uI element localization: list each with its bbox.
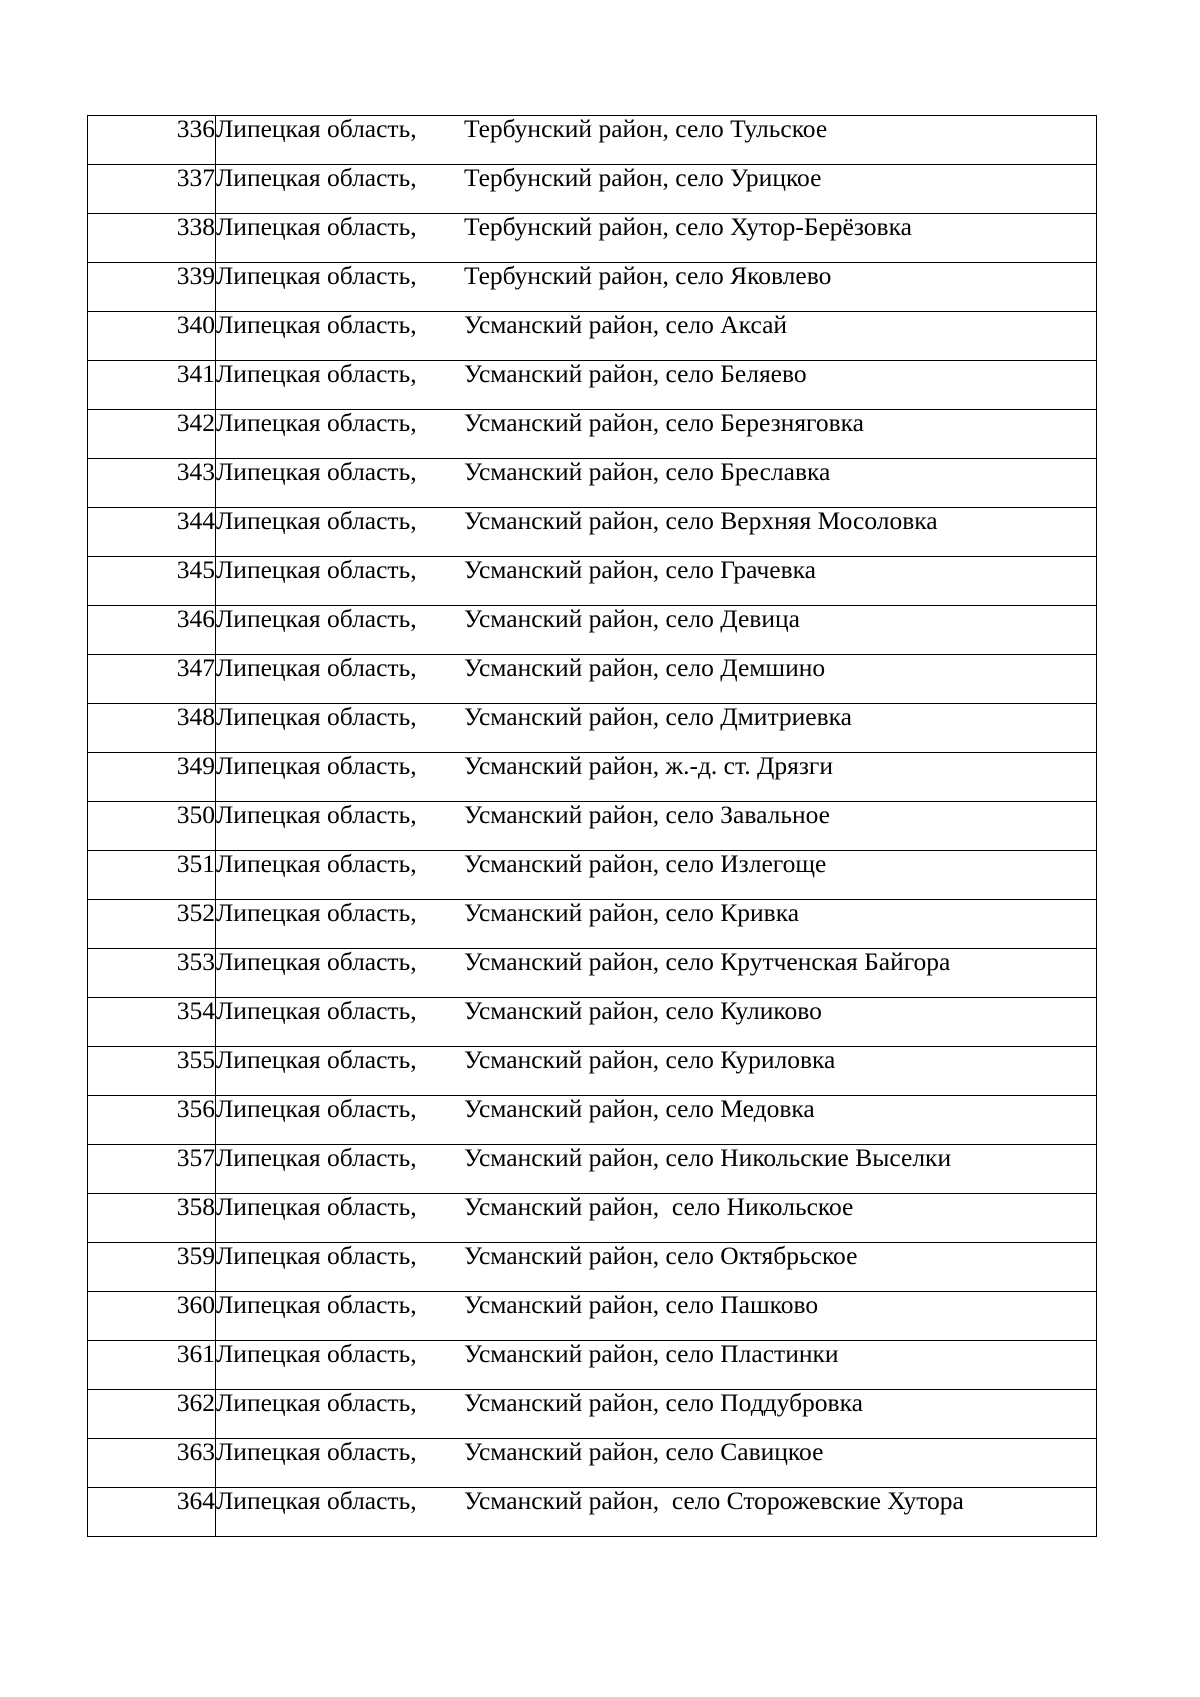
- row-number: 340: [88, 312, 216, 361]
- table-row: [88, 312, 1097, 361]
- row-number: 342: [88, 410, 216, 459]
- row-number: 364: [88, 1488, 216, 1537]
- region-text: Липецкая область,: [216, 996, 417, 1025]
- region-text: Липецкая область,: [216, 1241, 417, 1270]
- row-number: 363: [88, 1439, 216, 1488]
- address-cell: [216, 1096, 1097, 1145]
- address-cell: [216, 214, 1097, 263]
- address-cell: [216, 1488, 1097, 1537]
- address-cell: [216, 1194, 1097, 1243]
- region-text: Липецкая область,: [216, 1192, 417, 1221]
- row-number: 341: [88, 361, 216, 410]
- table-row: [88, 1145, 1097, 1194]
- region-text: Липецкая область,: [216, 849, 417, 878]
- place-text: Усманский район, село Кривка: [464, 898, 800, 927]
- table-row: [88, 851, 1097, 900]
- address-cell: [216, 1047, 1097, 1096]
- row-number: 345: [88, 557, 216, 606]
- table-row: [88, 1096, 1097, 1145]
- table-row: [88, 655, 1097, 704]
- row-number: 347: [88, 655, 216, 704]
- region-text: Липецкая область,: [216, 702, 417, 731]
- table-row: [88, 165, 1097, 214]
- place-text: Усманский район, село Беляево: [464, 359, 807, 388]
- place-text: Усманский район, село Бреславка: [464, 457, 831, 486]
- region-text: Липецкая область,: [216, 751, 417, 780]
- row-number: 353: [88, 949, 216, 998]
- table-row: [88, 459, 1097, 508]
- place-text: Усманский район, село Дмитриевка: [464, 702, 852, 731]
- region-text: Липецкая область,: [216, 555, 417, 584]
- table-row: [88, 802, 1097, 851]
- row-number: 355: [88, 1047, 216, 1096]
- table-row: [88, 410, 1097, 459]
- address-cell: [216, 508, 1097, 557]
- region-text: Липецкая область,: [216, 1094, 417, 1123]
- row-number: 338: [88, 214, 216, 263]
- place-text: Усманский район, село Куликово: [464, 996, 822, 1025]
- place-text: Усманский район, село Медовка: [464, 1094, 815, 1123]
- table-row: [88, 1292, 1097, 1341]
- place-text: Усманский район, село Аксай: [464, 310, 788, 339]
- table-row: [88, 1439, 1097, 1488]
- row-number: 357: [88, 1145, 216, 1194]
- place-text: Усманский район, село Грачевка: [464, 555, 816, 584]
- region-text: Липецкая область,: [216, 506, 417, 535]
- region-text: Липецкая область,: [216, 947, 417, 976]
- region-text: Липецкая область,: [216, 1045, 417, 1074]
- table-row: [88, 214, 1097, 263]
- region-text: Липецкая область,: [216, 408, 417, 437]
- row-number: 354: [88, 998, 216, 1047]
- place-text: Тербунский район, село Яковлево: [464, 261, 832, 290]
- place-text: Усманский район, село Савицкое: [464, 1437, 824, 1466]
- address-cell: [216, 655, 1097, 704]
- row-number: 361: [88, 1341, 216, 1390]
- address-cell: [216, 851, 1097, 900]
- row-number: 351: [88, 851, 216, 900]
- address-cell: [216, 165, 1097, 214]
- place-text: Усманский район, село Пластинки: [464, 1339, 839, 1368]
- row-number: 348: [88, 704, 216, 753]
- address-cell: [216, 802, 1097, 851]
- region-text: Липецкая область,: [216, 604, 417, 633]
- region-text: Липецкая область,: [216, 1143, 417, 1172]
- row-number: 343: [88, 459, 216, 508]
- table-row: [88, 508, 1097, 557]
- region-text: Липецкая область,: [216, 457, 417, 486]
- row-number: 352: [88, 900, 216, 949]
- address-cell: [216, 998, 1097, 1047]
- address-cell: [216, 1292, 1097, 1341]
- row-number: 358: [88, 1194, 216, 1243]
- region-text: Липецкая область,: [216, 261, 417, 290]
- place-text: Усманский район, село Девица: [464, 604, 800, 633]
- place-text: Усманский район, село Демшино: [464, 653, 826, 682]
- address-cell: [216, 606, 1097, 655]
- region-text: Липецкая область,: [216, 1339, 417, 1368]
- address-cell: [216, 1439, 1097, 1488]
- address-cell: [216, 753, 1097, 802]
- region-text: Липецкая область,: [216, 1437, 417, 1466]
- region-text: Липецкая область,: [216, 163, 417, 192]
- place-text: Усманский район, село Верхняя Мосоловка: [464, 506, 938, 535]
- table-row: [88, 116, 1097, 165]
- address-cell: [216, 557, 1097, 606]
- table-row: [88, 949, 1097, 998]
- region-text: Липецкая область,: [216, 1290, 417, 1319]
- place-text: Тербунский район, село Урицкое: [464, 163, 822, 192]
- row-number: 360: [88, 1292, 216, 1341]
- address-cell: [216, 459, 1097, 508]
- row-number: 356: [88, 1096, 216, 1145]
- address-cell: [216, 116, 1097, 165]
- table-row: [88, 606, 1097, 655]
- region-text: Липецкая область,: [216, 1388, 417, 1417]
- row-number: 346: [88, 606, 216, 655]
- row-number: 337: [88, 165, 216, 214]
- address-cell: [216, 1145, 1097, 1194]
- table-row: [88, 263, 1097, 312]
- place-text: Усманский район, село Пашково: [464, 1290, 819, 1319]
- table-row: [88, 557, 1097, 606]
- place-text: Усманский район, ж.-д. ст. Дрязги: [464, 751, 834, 780]
- row-number: 339: [88, 263, 216, 312]
- table-row: [88, 753, 1097, 802]
- address-cell: [216, 361, 1097, 410]
- row-number: 349: [88, 753, 216, 802]
- table-row: [88, 1341, 1097, 1390]
- settlements-table-body: [88, 116, 1097, 1537]
- settlements-table: [87, 115, 1097, 1537]
- place-text: Усманский район, село Никольское: [464, 1192, 854, 1221]
- address-cell: [216, 949, 1097, 998]
- table-row: [88, 900, 1097, 949]
- place-text: Усманский район, село Крутченская Байгора: [464, 947, 951, 976]
- place-text: Тербунский район, село Тульское: [464, 114, 828, 143]
- table-row: [88, 361, 1097, 410]
- address-cell: [216, 900, 1097, 949]
- region-text: Липецкая область,: [216, 1486, 417, 1515]
- table-row: [88, 704, 1097, 753]
- region-text: Липецкая область,: [216, 310, 417, 339]
- address-cell: [216, 263, 1097, 312]
- region-text: Липецкая область,: [216, 114, 417, 143]
- region-text: Липецкая область,: [216, 898, 417, 927]
- place-text: Тербунский район, село Хутор-Берёзовка: [464, 212, 912, 241]
- place-text: Усманский район, село Завальное: [464, 800, 830, 829]
- row-number: 350: [88, 802, 216, 851]
- region-text: Липецкая область,: [216, 212, 417, 241]
- table-row: [88, 1047, 1097, 1096]
- table-row: [88, 1390, 1097, 1439]
- row-number: 344: [88, 508, 216, 557]
- region-text: Липецкая область,: [216, 800, 417, 829]
- address-cell: [216, 1341, 1097, 1390]
- place-text: Усманский район, село Поддубровка: [464, 1388, 863, 1417]
- address-cell: [216, 704, 1097, 753]
- address-cell: [216, 1243, 1097, 1292]
- address-cell: [216, 410, 1097, 459]
- place-text: Усманский район, село Излегоще: [464, 849, 827, 878]
- region-text: Липецкая область,: [216, 653, 417, 682]
- place-text: Усманский район, село Березняговка: [464, 408, 864, 437]
- row-number: 362: [88, 1390, 216, 1439]
- table-row: [88, 1243, 1097, 1292]
- place-text: Усманский район, село Куриловка: [464, 1045, 836, 1074]
- table-row: [88, 1488, 1097, 1537]
- table-row: [88, 998, 1097, 1047]
- table-row: [88, 1194, 1097, 1243]
- region-text: Липецкая область,: [216, 359, 417, 388]
- row-number: 359: [88, 1243, 216, 1292]
- place-text: Усманский район, село Октябрьское: [464, 1241, 858, 1270]
- place-text: Усманский район, село Сторожевские Хутора: [464, 1486, 964, 1515]
- address-cell: [216, 1390, 1097, 1439]
- place-text: Усманский район, село Никольские Выселки: [464, 1143, 952, 1172]
- row-number: 336: [88, 116, 216, 165]
- address-cell: [216, 312, 1097, 361]
